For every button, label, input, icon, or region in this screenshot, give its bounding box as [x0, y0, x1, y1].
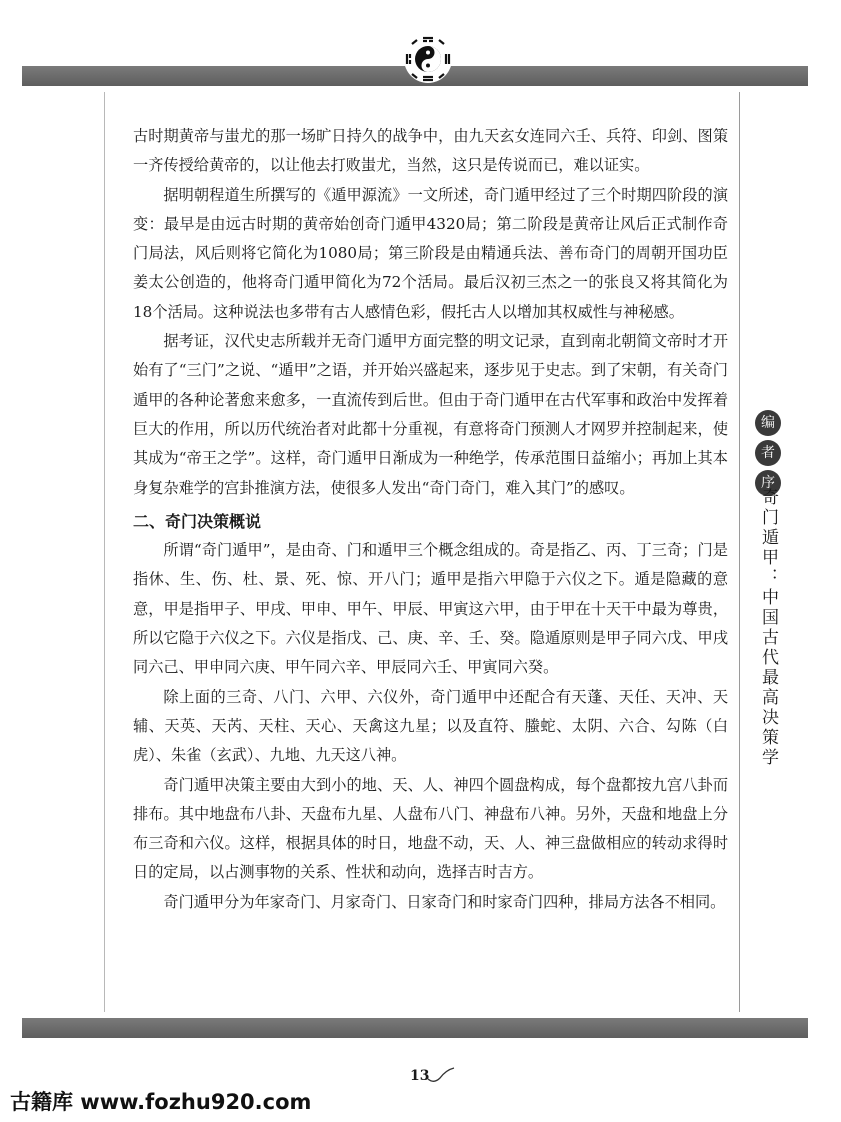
paragraph: 奇门遁甲分为年家奇门、月家奇门、日家奇门和时家奇门四种，排局方法各不相同。	[163, 892, 726, 911]
watermark: 古籍库 www.fozhu920.com	[10, 1090, 312, 1114]
paragraph: 据明朝程道生所撰写的《遁甲源流》一文所述，奇门遁甲经过了三个时期四阶段的演变：最早是由远古时期的黄帝始创奇门遁甲4320局；第二阶段是黄帝让风后正式制作奇门局法，风后则将它简化为1080局；第三阶段是由精通兵法、善布奇门的周朝开国功臣姜太公创造的，他将奇门遁甲简化为72个活局。最后汉初三杰之一的张良又将其简化为18个活局。这种说法也多带有古人感情色彩，假托古人以增加其权威性与神秘感。	[133, 185, 728, 321]
body-text	[133, 122, 728, 917]
page-number-swirl-icon	[426, 1064, 456, 1084]
paragraph: 除上面的三奇、八门、六甲、六仪外，奇门遁甲中还配合有天蓬、天任、天冲、天辅、天英、天芮、天柱、天心、天禽这九星；以及直符、螣蛇、太阴、六合、勾陈（白虎）、朱雀（玄武）、九地、九天这八神。	[133, 687, 728, 765]
section-heading: 二、奇门决策概说	[133, 511, 262, 531]
side-badge: 序	[755, 470, 781, 496]
side-badge: 编	[755, 410, 781, 436]
side-section-badges	[753, 410, 783, 500]
page-number: 13	[410, 1068, 430, 1084]
left-margin-rule	[104, 92, 105, 1012]
paragraph: 据考证，汉代史志所载并无奇门遁甲方面完整的明文记录，直到南北朝简文帝时才开始有了“三门”之说、“遁甲”之语，并开始兴盛起来，逐步见于史志。到了宋朝，有关奇门遁甲的各种论著愈来愈多，一直流传到后世。但由于奇门遁甲在古代军事和政治中发挥着巨大的作用，所以历代统治者对此都十分重视，有意将奇门预测人才网罗并控制起来，使其成为“帝王之学”。这样，奇门遁甲日渐成为一种绝学，传承范围日益缩小；再加上其本身复杂难学的宫卦推演方法，使很多人发出“奇门奇门，难入其门”的感叹。	[133, 332, 728, 497]
side-badge: 者	[755, 440, 781, 466]
footer-bar	[22, 1018, 808, 1038]
paragraph: 所谓“奇门遁甲”，是由奇、门和遁甲三个概念组成的。奇是指乙、丙、丁三奇；门是指休、生、伤、杜、景、死、惊、开八门；遁甲是指六甲隐于六仪之下。遁是隐藏的意意，甲是指甲子、甲戌、甲申、甲午、甲辰、甲寅这六甲，由于甲在十天干中最为尊贵，所以它隐于六仪之下。六仪是指戊、己、庚、辛、壬、癸。隐遁原则是甲子同六戊、甲戌同六己、甲申同六庚、甲午同六辛、甲辰同六壬、甲寅同六癸。	[133, 541, 728, 677]
paragraph: 古时期黄帝与蚩尤的那一场旷日持久的战争中，由九天玄女连同六壬、兵符、印剑、图策一齐传授给黄帝的，以让他去打败蚩尤，当然，这只是传说而已，难以证实。	[133, 127, 728, 175]
side-book-title: 奇门遁甲：中国古代最高决策学	[758, 488, 778, 768]
taiji-bagua-icon	[403, 34, 453, 84]
right-margin-rule	[739, 92, 740, 1012]
paragraph: 奇门遁甲决策主要由大到小的地、天、人、神四个圆盘构成，每个盘都按九宫八卦而排布。其中地盘布八卦、天盘布九星、人盘布八门、神盘布八神。另外，天盘和地盘上分布三奇和六仪。这样，根据具体的时日，地盘不动，天、人、神三盘做相应的转动求得时日的定局，以占测事物的关系、性状和动向，选择吉时吉方。	[133, 775, 728, 882]
